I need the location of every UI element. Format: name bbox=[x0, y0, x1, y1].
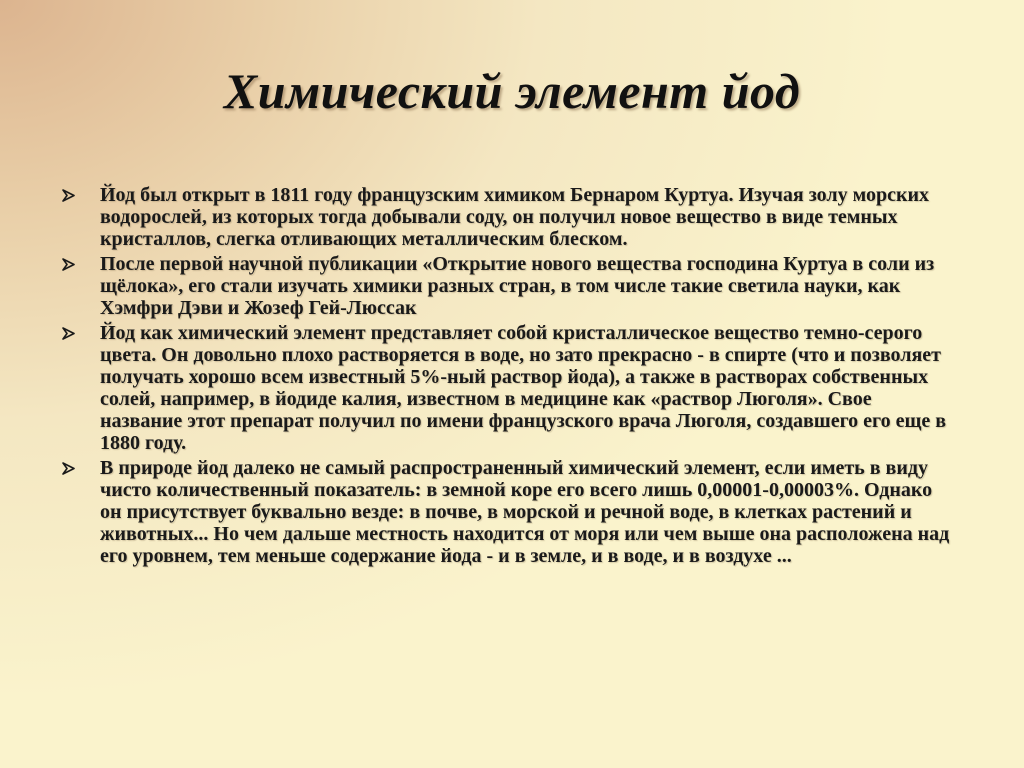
bullet-item bbox=[62, 457, 957, 567]
bullet-item bbox=[62, 184, 957, 250]
bullet-text: После первой научной публикации «Открытие нового вещества господина Куртуа в соли из щёлока», его стали изучать химики разных стран, в том числе такие светила науки, как Хэмфри Дэви и Жозеф Гей-Люссак bbox=[100, 253, 935, 319]
bullet-text: Йод как химический элемент представляет собой кристаллическое вещество темно-серого цвета. Он довольно плохо растворяется в воде, но зато прекрасно - в спирте (что и позволяет получать хорошо всем известный 5%-ный раствор йода), а также в растворах собственных солей, например, в йодиде калия, известном в медицине как «раствор Люголя». Свое название этот препарат получил по имени французского врача Люголя, создавшего его еще в 1880 году. bbox=[100, 322, 947, 454]
arrowhead-bullet-icon bbox=[62, 184, 84, 206]
slide-title: Химический элемент йод bbox=[223, 63, 801, 119]
arrowhead-bullet-icon bbox=[62, 457, 84, 479]
bullet-text: Йод был открыт в 1811 году французским химиком Бернаром Куртуа. Изучая золу морских водорослей, из которых тогда добывали соду, он получил новое вещество в виде темных кристаллов, слегка отливающих металлическим блеском. bbox=[100, 184, 929, 250]
arrowhead-bullet-icon bbox=[62, 322, 84, 344]
bullet-list bbox=[62, 184, 957, 570]
bullet-item bbox=[62, 253, 957, 319]
bullet-item bbox=[62, 322, 957, 454]
bullet-text: В природе йод далеко не самый распространенный химический элемент, если иметь в виду чисто количественный показатель: в земной коре его всего лишь 0,00001-0,00003%. Однако он присутствует буквально везде: в почве, в морской и речной воде, в клетках растений и животных... Но чем дальше местность находится от моря или чем выше она расположена над его уровнем, тем меньше содержание йода - и в земле, и в воде, и в воздухе ... bbox=[100, 457, 950, 567]
arrowhead-bullet-icon bbox=[62, 253, 84, 275]
